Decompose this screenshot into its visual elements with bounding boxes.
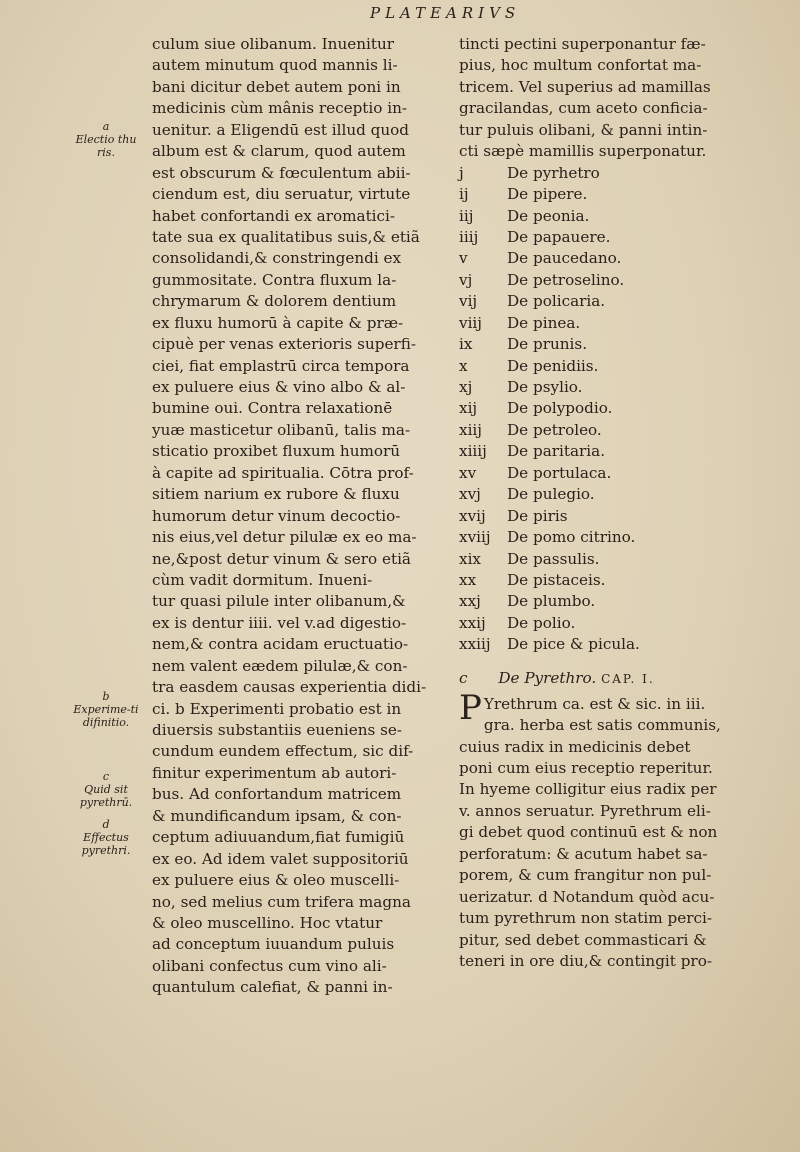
text-line: ex is dentur iiii. vel v.ad digestio- — [152, 613, 407, 632]
chapter-heading — [459, 662, 769, 694]
chapter-list-title: De polypodio. — [507, 399, 613, 418]
chapter-list-title: De polio. — [507, 613, 576, 632]
chapter-list-item — [459, 420, 769, 441]
text-line: bumine oui. Contra relaxationē — [152, 399, 393, 418]
chapter-list-number: vij — [459, 292, 478, 311]
chapter-list-title: De paucedano. — [507, 249, 622, 268]
first-line-text: Yrethrum ca. est & sic. in iii. — [483, 694, 706, 713]
text-line: diuersis substantiis eueniens se- — [152, 721, 403, 739]
chapter-list-title: De penidiis. — [507, 356, 599, 375]
chapter-list-item — [459, 441, 769, 462]
chapter-list-number: iiij — [459, 227, 479, 246]
chapter-list-number: ix — [459, 335, 473, 354]
text-line: bus. Ad confortandum matricem — [152, 785, 402, 804]
right-column — [459, 34, 769, 972]
text-line: chrymarum & dolorem dentium — [152, 292, 397, 311]
margin-note-letter: b — [102, 690, 110, 703]
chapter-list-number: xv — [459, 463, 477, 482]
chapter-list-title: De pice & picula. — [507, 635, 640, 654]
chapter-list-title: De papauere. — [507, 227, 611, 246]
text-line: ex puluere eius & vino albo & al- — [152, 378, 406, 396]
text-line: nis eius,vel detur pilulæ ex eo ma- — [152, 528, 417, 547]
text-line: In hyeme colligitur eius radix per — [459, 780, 717, 799]
chapter-list-item — [459, 398, 769, 419]
margin-note-b — [66, 690, 146, 729]
running-title: PLATEARIVS — [370, 4, 521, 22]
text-line: quantulum calefiat, & panni in- — [152, 978, 393, 997]
text-line: uerizatur. d Notandum quòd acu- — [459, 887, 715, 906]
text-line: poni cum eius receptio reperitur. — [459, 759, 713, 777]
chapter-list-title: De petroselino. — [507, 270, 625, 289]
right-column-intro — [459, 34, 769, 163]
chapter-list-number: ij — [459, 185, 469, 204]
chapter-list-number: xj — [459, 378, 473, 396]
chapter-list-title: De pipere. — [507, 185, 588, 204]
text-line: ceptum adiuuandum,fiat fumigiū — [152, 828, 405, 847]
chapter-list-item — [459, 484, 769, 505]
text-line: à capite ad spiritualia. Cōtra prof- — [152, 463, 414, 482]
chapter-list-number: xxij — [459, 613, 486, 632]
left-column — [152, 34, 432, 999]
chapter-list-number: j — [459, 163, 464, 182]
chapter-list — [459, 163, 769, 656]
margin-note-letter: d — [102, 818, 110, 831]
chapter-list-number: xxiij — [459, 635, 491, 654]
text-line: & mundificandum ipsam, & con- — [152, 806, 402, 825]
chapter-list-item — [459, 291, 769, 312]
text-line: olibani confectus cum vino ali- — [152, 956, 387, 975]
chapter-list-number: xiij — [459, 420, 482, 439]
chapter-list-title: De prunis. — [507, 335, 588, 354]
text-line: tum pyrethrum non statim perci- — [459, 909, 712, 928]
chapter-list-number: xviij — [459, 528, 491, 547]
chapter-list-item — [459, 227, 769, 248]
chapter-list-item — [459, 570, 769, 591]
text-line: habet confortandi ex aromatici- — [152, 206, 396, 225]
text-line: tincti pectini superponantur fæ- — [459, 35, 706, 53]
chapter-list-number: xvj — [459, 485, 481, 504]
text-line: tricem. Vel superius ad mamillas — [459, 77, 711, 96]
text-line: gi debet quod continuū est & non — [459, 823, 718, 842]
text-line: nem valent eædem pilulæ,& con- — [152, 656, 408, 675]
text-line: gracilandas, cum aceto conficia- — [459, 99, 708, 118]
text-line: & oleo muscellino. Hoc vtatur — [152, 913, 383, 932]
text-line: v. annos seruatur. Pyrethrum eli- — [459, 801, 711, 820]
text-line: ex fluxu humorū à capite & præ- — [152, 313, 404, 332]
chapter-list-item — [459, 377, 769, 398]
text-line: humorum detur vinum decoctio- — [152, 506, 401, 525]
text-line: ciei, fiat emplastrū circa tempora — [152, 356, 410, 375]
text-line: autem minutum quod mannis li- — [152, 56, 398, 75]
chapter-list-title: De psylio. — [507, 378, 583, 396]
text-line: ciendum est, diu seruatur, virtute — [152, 185, 411, 204]
text-line: tate sua ex qualitatibus suis,& etiã — [152, 227, 420, 246]
chapter-list-number: viij — [459, 313, 483, 332]
chapter-list-title: De pistaceis. — [507, 570, 606, 589]
chapter-list-title: De pulegio. — [507, 485, 595, 504]
chapter-list-title: De piris — [507, 506, 568, 525]
chapter-list-item — [459, 163, 769, 184]
margin-note-text: Electio thu ris. — [75, 133, 137, 159]
chapter-list-item — [459, 356, 769, 377]
chapter-list-title: De portulaca. — [507, 463, 612, 482]
text-line: uenitur. a Eligendū est illud quod — [152, 120, 410, 139]
chapter-list-title: De pyrhetro — [507, 163, 600, 182]
text-line: ne,&post detur vinum & sero etiã — [152, 549, 411, 568]
text-line: teneri in ore diu,& contingit pro- — [459, 951, 712, 970]
chapter-list-title: De petroleo. — [507, 420, 602, 439]
margin-note-text: Quid sit pyrethrū. — [79, 783, 133, 809]
text-line: ad conceptum iuuandum puluis — [152, 935, 395, 954]
text-line: gummositate. Contra fluxum la- — [152, 270, 397, 289]
chapter-list-item — [459, 506, 769, 527]
chapter-list-item — [459, 270, 769, 291]
chapter-list-number: xx — [459, 570, 477, 589]
chapter-list-item — [459, 313, 769, 334]
chapter-list-number: xiiij — [459, 442, 487, 461]
text-line: cundum eundem effectum, sic dif- — [152, 742, 414, 761]
chapter-number: CAP. I. — [601, 671, 655, 686]
text-line: cipuè per venas exterioris superfi- — [152, 335, 416, 354]
margin-note-c — [66, 770, 146, 809]
chapter-title: De Pyrethro. — [498, 668, 597, 687]
text-line: no, sed melius cum trifera magna — [152, 892, 411, 911]
chapter-list-item — [459, 184, 769, 205]
chapter-list-title: De peonia. — [507, 206, 590, 225]
chapter-list-number: iij — [459, 206, 474, 225]
margin-note-letter: c — [102, 770, 110, 783]
text-line: sitiem narium ex rubore & fluxu — [152, 485, 400, 504]
text-line: cti sæpè mamillis superponatur. — [459, 142, 707, 161]
text-line: ex eo. Ad idem valet suppositoriū — [152, 849, 409, 868]
text-line: album est & clarum, quod autem — [152, 142, 406, 161]
chapter-list-title: De passulis. — [507, 549, 600, 568]
text-line: consolidandi,& constringendi ex — [152, 249, 402, 268]
chapter-list-item — [459, 613, 769, 634]
chapter-list-item — [459, 334, 769, 355]
drop-cap: P — [459, 687, 482, 728]
chapter-list-item — [459, 549, 769, 570]
chapter-list-number: xvij — [459, 506, 486, 525]
text-line: bani dicitur debet autem poni in — [152, 77, 401, 96]
text-line: est obscurum & fœculentum abii- — [152, 163, 411, 182]
text-line: ex puluere eius & oleo muscelli- — [152, 871, 400, 890]
chapter-list-title: De policaria. — [507, 292, 606, 311]
chapter-list-item — [459, 463, 769, 484]
chapter-list-number: xix — [459, 549, 481, 568]
chapter-list-title: De pomo citrino. — [507, 528, 636, 547]
text-line: porem, & cum frangitur non pul- — [459, 866, 712, 885]
text-line: pius, hoc multum confortat ma- — [459, 56, 702, 75]
text-line: yuæ masticetur olibanū, talis ma- — [152, 420, 411, 439]
chapter-list-number: xxj — [459, 592, 481, 611]
text-line: gra. herba est satis communis, — [483, 716, 721, 735]
chapter-list-number: vj — [459, 270, 473, 289]
chapter-list-title: De pinea. — [507, 313, 581, 332]
chapter-list-item — [459, 634, 769, 655]
margin-note-text: Effectus pyrethri. — [81, 831, 131, 857]
text-line: perforatum: & acutum habet sa- — [459, 844, 708, 863]
pyrethrum-paragraph — [459, 715, 769, 972]
text-line: ci. b Experimenti probatio est in — [152, 699, 402, 718]
text-line: tra easdem causas experientia didi- — [152, 678, 427, 697]
margin-note-text: Experime-ti difinitio. — [73, 703, 139, 729]
chapter-list-item — [459, 206, 769, 227]
text-line: tur puluis olibani, & panni intin- — [459, 120, 708, 139]
margin-note-a — [66, 120, 146, 159]
text-line: finitur experimentum ab autori- — [152, 763, 397, 782]
text-line: pitur, sed debet commasticari & — [459, 930, 707, 949]
chapter-list-item — [459, 248, 769, 269]
chapter-list-item — [459, 591, 769, 612]
chapter-list-title: De paritaria. — [507, 442, 606, 461]
text-line: sticatio proxibet fluxum humorū — [152, 442, 401, 461]
text-line: tur quasi pilule inter olibanum,& — [152, 592, 406, 611]
chapter-list-item — [459, 527, 769, 548]
text-line: cùm vadit dormitum. Inueni- — [152, 570, 373, 589]
chapter-list-number: v — [459, 249, 468, 268]
text-line: culum siue olibanum. Inuenitur — [152, 35, 394, 53]
chapter-list-number: xij — [459, 399, 478, 418]
chapter-list-title: De plumbo. — [507, 592, 596, 611]
text-line: cuius radix in medicinis debet — [459, 737, 691, 756]
text-line: nem,& contra acidam eructuatio- — [152, 635, 409, 654]
margin-note-letter: a — [102, 120, 110, 133]
chapter-list-number: x — [459, 356, 468, 375]
chapter-note-letter: c — [459, 668, 468, 687]
margin-note-d — [66, 818, 146, 857]
text-line: medicinis cùm mânis receptio in- — [152, 99, 407, 118]
